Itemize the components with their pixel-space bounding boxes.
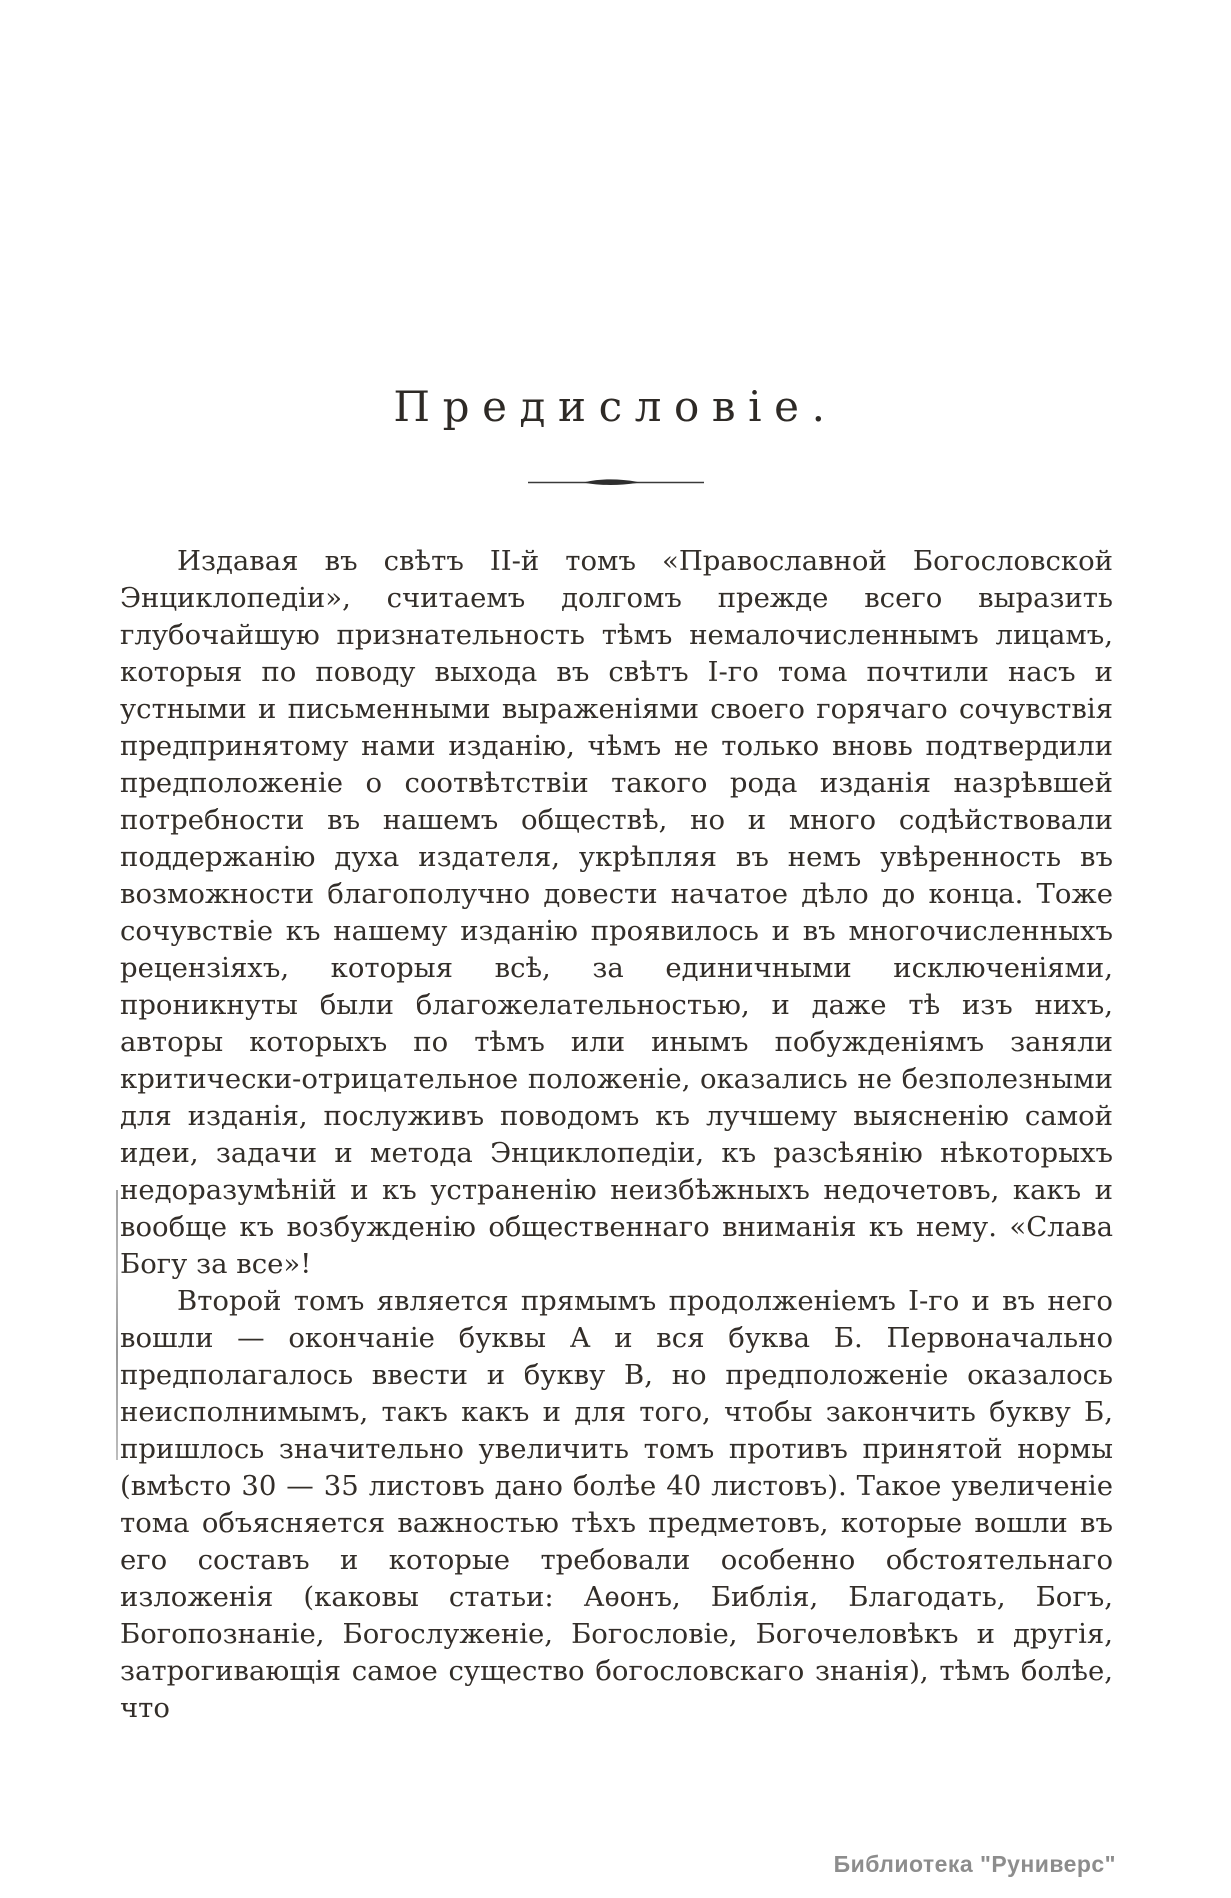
section-divider-ornament [526,473,706,485]
paragraph-1: Издавая въ свѣтъ II-й томъ «Православной Богословской Энциклопедіи», считаемъ долгомъ прежде всего выразить глубочайшую признательность тѣмъ немалочисленнымъ лицамъ, которыя по поводу выхода въ свѣтъ I-го тома почтили насъ и устными и письменными выраженіями своего горячаго сочувствія предпринятому нами изданію, чѣмъ не только вновь подтвердили предположеніе о соотвѣтствіи такого рода изданія назрѣвшей потребности въ нашемъ обществѣ, но и много содѣйствовали поддержанію духа издателя, укрѣпляя въ немъ увѣренность въ возможности благополучно довести начатое дѣло до конца. Тоже сочувствіе къ нашему изданію проявилось и въ многочисленныхъ рецензіяхъ, которыя всѣ, за единичными исключеніями, проникнуты были благожелательностью, и даже тѣ изъ нихъ, авторы которыхъ по тѣмъ или инымъ побужденіямъ заняли критически-отрицательное положеніе, оказались не безполезными для изданія, послуживъ поводомъ къ лучшему выясненію самой идеи, задачи и метода Энциклопедіи, къ разсѣянію нѣкоторыхъ недоразумѣній и къ устраненію неизбѣжныхъ недочетовъ, какъ и вообще къ возбужденію общественнаго вниманія къ нему. «Слава Богу за все»! [120,545,1113,1280]
scan-artifact-line [116,1190,118,1460]
divider-rule-icon [526,476,706,488]
text-block [120,543,1113,1727]
page-title: Предисловіе. [393,382,838,431]
library-watermark: Библиотека "Руниверс" [833,1851,1116,1877]
paragraph-2: Второй томъ является прямымъ продолженіемъ I-го и въ него вошли — окончаніе буквы А и вся буква Б. Первоначально предполагалось ввести и букву В, но предположеніе оказалось неисполнимымъ, такъ какъ и для того, чтобы закончить букву Б, пришлось значительно увеличить томъ противъ принятой нормы (вмѣсто 30 — 35 листовъ дано болѣе 40 листовъ). Такое увеличеніе тома объясняется важностью тѣхъ предметовъ, которые вошли въ его составъ и которые требовали особенно обстоятельнаго изложенія (каковы статьи: Аѳонъ, Библія, Благодать, Богъ, Богопознаніе, Богослуженіе, Богословіе, Богочеловѣкъ и другія, затрогивающія самое существо богословскаго знанія), тѣмъ болѣе, что [120,1285,1113,1724]
